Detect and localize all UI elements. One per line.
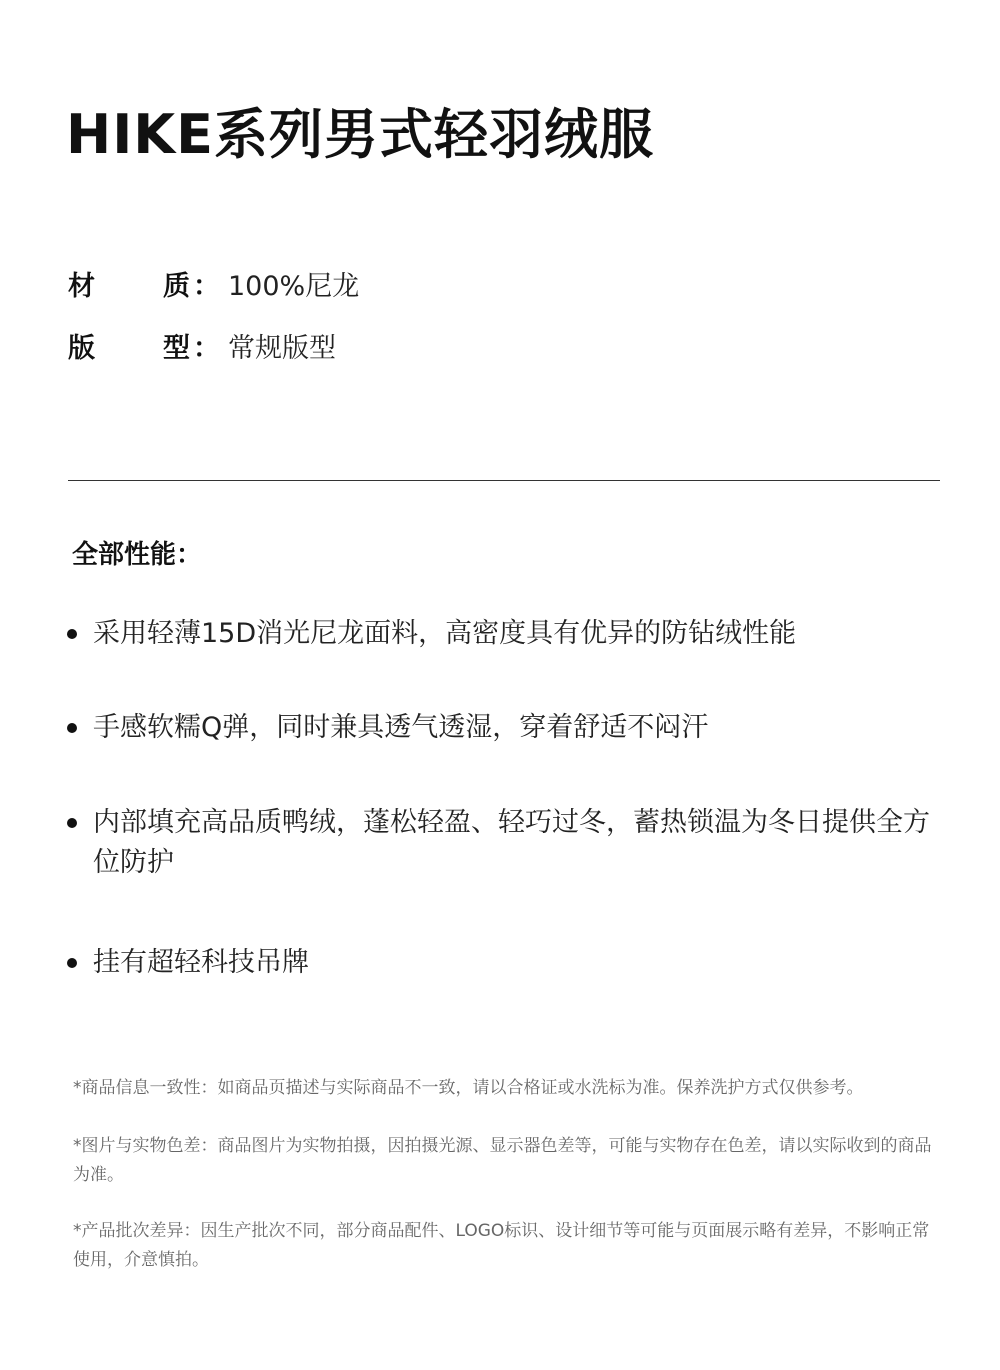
feature-text: 采用轻薄15D消光尼龙面料，高密度具有优异的防钻绒性能	[93, 618, 797, 649]
bullet-icon	[67, 723, 77, 733]
spec-value: 100%尼龙	[228, 271, 360, 302]
spec-colon: ：	[193, 333, 220, 364]
feature-item	[66, 708, 946, 748]
feature-text: 挂有超轻科技吊牌	[93, 947, 309, 978]
bullet-icon	[67, 629, 77, 639]
feature-text: 内部填充高品质鸭绒，蓬松轻盈、轻巧过冬，蓄热锁温为冬日提供全方位防护	[93, 807, 930, 878]
spec-label-first-char: 版	[68, 333, 95, 364]
spec-colon: ：	[193, 271, 220, 302]
feature-item	[66, 943, 946, 983]
spec-value: 常规版型	[228, 333, 336, 364]
features-heading: 全部性能：	[72, 540, 203, 570]
disclaimer-consistency: *商品信息一致性：如商品页描述与实际商品不一致，请以合格证或水洗标为准。保养洗护方式仅供参考。	[73, 1078, 864, 1098]
disclaimer-batch-difference: *产品批次差异：因生产批次不同，部分商品配件、LOGO标识、设计细节等可能与页面展示略有差异，不影响正常使用，介意慎拍。	[73, 1221, 930, 1270]
feature-item	[66, 803, 938, 883]
bullet-icon	[67, 958, 77, 968]
bullet-icon	[67, 818, 77, 828]
spec-label-second-char: 质	[163, 271, 190, 302]
spec-label-second-char: 型	[163, 333, 190, 364]
disclaimer-color-difference: *图片与实物色差：商品图片为实物拍摄，因拍摄光源、显示器色差等，可能与实物存在色差，请以实际收到的商品为准。	[73, 1136, 932, 1185]
spec-label-first-char: 材	[68, 271, 95, 302]
feature-item	[66, 614, 946, 654]
section-divider	[68, 480, 940, 481]
feature-text: 手感软糯Q弹，同时兼具透气透湿，穿着舒适不闷汗	[93, 712, 709, 743]
page-title: HIKE系列男式轻羽绒服	[66, 103, 655, 166]
